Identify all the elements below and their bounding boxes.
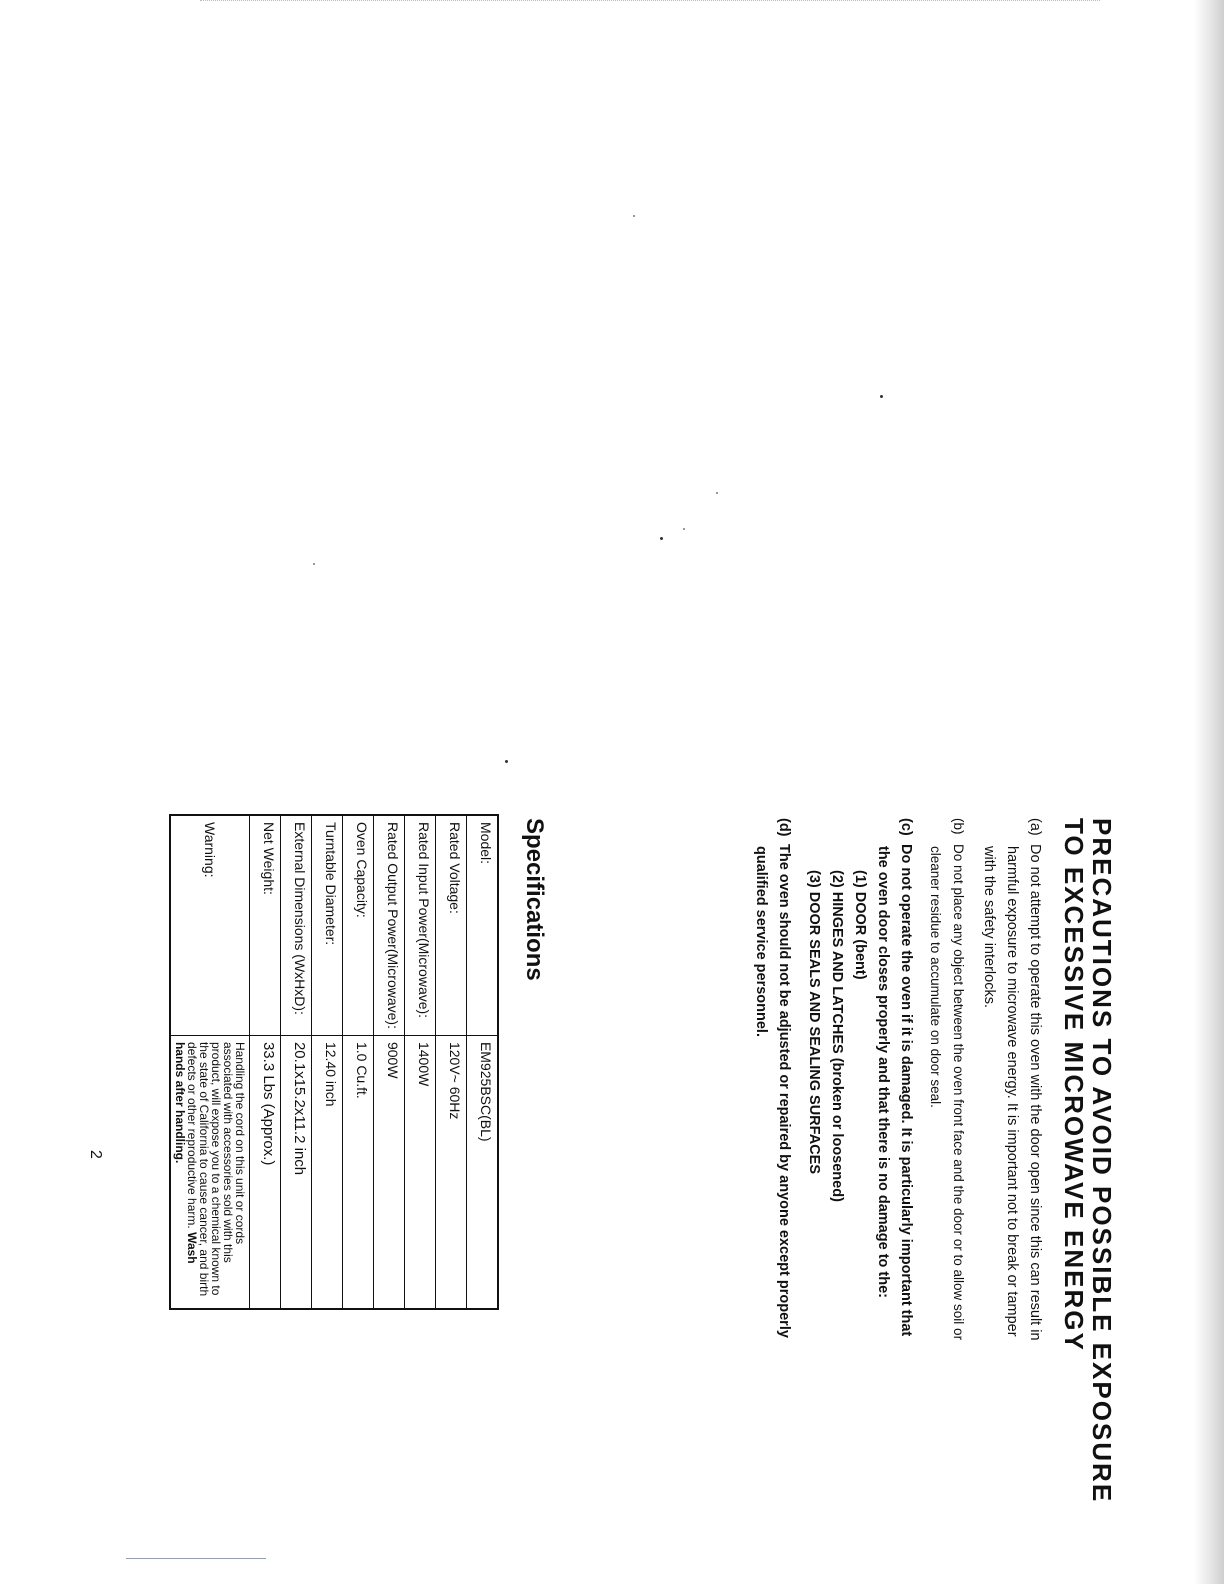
damage-item-door: (1) DOOR (bent) (852, 870, 868, 980)
table-row: Rated Voltage: 120V~ 60Hz (436, 815, 467, 1309)
precaution-item-a: (a)Do not attempt to operate this oven with the door open since this can result in harmful exposure to microwave energy. It is important not to break or tamper with the safety interlocks. (981, 818, 1043, 1341)
warning-text: Handling the cord on this unit or cords associated with accessories sold with this product, will expose you to a chemical known to the state of California to cause cancer, and birth defects or other reproductive harm. Wash hands after handling. (170, 1035, 250, 1309)
warning-emphasis: Wash hands after handling. (173, 1041, 199, 1264)
specifications-table (169, 814, 499, 1310)
table-row: External Dimensions (WxHxD): 20.1x15.2x11.2 inch (281, 815, 312, 1309)
table-row: Rated Input Power(Microwave): 1400W (405, 815, 436, 1309)
table-row: Turntable Diameter: 12.40 inch (312, 815, 343, 1309)
scan-underline-mark (126, 1558, 266, 1559)
precaution-item-b: (b)Do not place any object between the oven front face and the door or to allow soil or cleaner residue to accumulate on door seal. (928, 818, 966, 1341)
table-row: Oven Capacity: 1.0 Cu.ft. (343, 815, 374, 1309)
page-number: 2 (87, 1150, 104, 1159)
title-line-2: TO EXCESSIVE MICROWAVE ENERGY (1059, 818, 1089, 1352)
damage-item-hinges: (2) HINGES AND LATCHES (broken or loosened) (829, 870, 845, 1202)
precaution-item-c: (c)Do not operate the oven if it is damaged. It is particularly important that the oven door closes properly and that there is no damage to the: (1) DOOR (bent) (2) HINGES AND LATCHES (broken or loosened) (3) DOOR SEALS AND SEALING SURFACES (802, 818, 917, 1518)
warning-row: Warning: Handling the cord on this unit or cords associated with accessories sold with this product, will expose you to a chemical known to the state of California to cause cancer, and birth defects or other reproductive harm. Wash hands after handling. (170, 815, 250, 1309)
damage-item-seals: (3) DOOR SEALS AND SEALING SURFACES (806, 870, 822, 1174)
table-row: Model: EM925BSC(BL) (467, 815, 499, 1309)
specifications-title: Specifications (521, 818, 548, 981)
table-row: Net Weight: 33.3 Lbs (Approx.) (250, 815, 281, 1309)
table-row: Rated Output Power(Microwave): 900W (374, 815, 405, 1309)
precaution-item-d: (d)The oven should not be adjusted or repaired by anyone except properly qualified service personnel. (753, 818, 792, 1338)
title-line-1: PRECAUTIONS TO AVOID POSSIBLE EXPOSURE (1087, 818, 1117, 1504)
precautions-section (742, 818, 1116, 1518)
precautions-title (1060, 818, 1116, 1518)
